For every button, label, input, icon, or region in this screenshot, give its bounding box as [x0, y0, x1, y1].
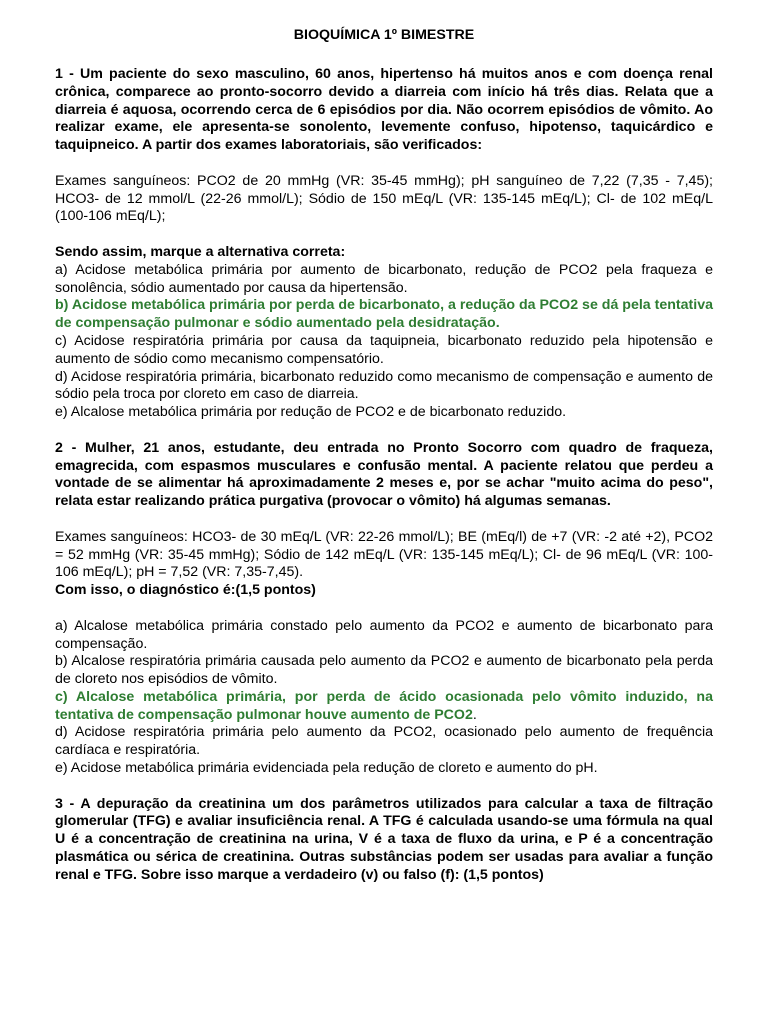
question-2-option-c-text: c) Alcalose metabólica primária, por perda de ácido ocasionada pelo vômito induzido, na tentativa de compensação pulmonar houve aumento de PCO2	[55, 688, 713, 723]
document-title: BIOQUÍMICA 1º BIMESTRE	[293, 27, 475, 43]
question-1-option-a: a) Acidose metabólica primária por aumento de bicarbonato, redução de PCO2 pela fraqueza e sonolência, sódio aumentado por causa da hipertensão.	[55, 261, 713, 296]
question-1-option-d: d) Acidose respiratória primária, bicarbonato reduzido como mecanismo de compensação e aumento de sódio pela troca por cloreto em caso de diarreia.	[55, 368, 713, 403]
spacer	[55, 511, 713, 529]
question-1-prompt: Sendo assim, marque a alternativa correta:	[55, 243, 346, 260]
spacer	[55, 600, 713, 618]
spacer	[55, 778, 713, 796]
question-1-option-c: c) Acidose respiratória primária por causa da taquipneia, bicarbonato reduzido pela hipotensão e aumento de sódio como mecanismo compensatório.	[55, 332, 713, 367]
question-1-exams: Exames sanguíneos: PCO2 de 20 mmHg (VR: 35-45 mmHg); pH sanguíneo de 7,22 (7,35 - 7,45); HCO3- de 12 mmol/L (22-26 mmol/L); Sódio de 150 mEq/L (VR: 135-145 mEq/L); Cl- de 102 mEq/L (100-106 mEq/L);	[55, 172, 713, 225]
question-2-prompt: Com isso, o diagnóstico é:(1,5 pontos)	[55, 582, 316, 599]
spacer	[55, 155, 713, 173]
question-1-statement: 1 - Um paciente do sexo masculino, 60 anos, hipertenso há muitos anos e com doença renal crônica, comparece ao pronto-socorro devido a diarreia com início há três dias. Relata que a diarreia é aquosa, ocorrendo cerca de 6 episódios por dia. Não ocorrem episódios de vômito. Ao realizar exame, ele apresenta-se sonolento, levemente confuso, hipotenso, taquicárdico e taquipneico. A partir dos exames laboratoriais, são verificados:	[55, 66, 713, 154]
question-2-option-e: e) Acidose metabólica primária evidenciada pela redução de cloreto e aumento do pH.	[55, 760, 598, 777]
question-2-option-c-period: .	[472, 706, 477, 723]
spacer	[55, 422, 713, 440]
question-2-exams: Exames sanguíneos: HCO3- de 30 mEq/L (VR: 22-26 mmol/L); BE (mEq/l) de +7 (VR: -2 até +2), PCO2 = 52 mmHg (VR: 35-45 mmHg); Sódio de 142 mEq/L (VR: 135-145 mEq/L); Cl- de 96 mEq/L (VR: 100- 106 mEq/L); pH = 7,52 (VR: 7,35-7,45).	[55, 528, 713, 581]
question-2-option-c-correct	[55, 689, 713, 725]
question-1-option-b-correct: b) Acidose metabólica primária por perda de bicarbonato, a redução da PCO2 se dá pela tentativa de compensação pulmonar e sódio aumentado pela desidratação.	[55, 297, 713, 332]
document-page	[55, 26, 713, 885]
question-1-option-e: e) Alcalose metabólica primária por redução de PCO2 e de bicarbonato reduzido.	[55, 404, 567, 421]
question-2-option-a: a) Alcalose metabólica primária constado pelo aumento da PCO2 e aumento de bicarbonato para compensação.	[55, 617, 713, 652]
question-3-statement: 3 - A depuração da creatinina um dos parâmetros utilizados para calcular a taxa de filtração glomerular (TFG) e avaliar insuficiência renal. A TFG é calculada usando-se uma fórmula na qual U é a concentração de creatinina na urina, V é a taxa de fluxo da urina, e P é a concentração plasmática ou sérica de creatinina. Outras substâncias podem ser usadas para avaliar a função renal e TFG. Sobre isso marque a verdadeiro (v) ou falso (f): (1,5 pontos)	[55, 795, 713, 883]
spacer	[55, 226, 713, 244]
question-2-option-b: b) Alcalose respiratória primária causada pelo aumento da PCO2 e aumento de bicarbonato pela perda de cloreto nos episódios de vômito.	[55, 653, 713, 688]
question-2-option-d: d) Acidose respiratória primária pelo aumento da PCO2, ocasionado pelo aumento de frequência cardíaca e respiratória.	[55, 724, 713, 759]
question-2-statement: 2 - Mulher, 21 anos, estudante, deu entrada no Pronto Socorro com quadro de fraqueza, emagrecida, com espasmos musculares e confusão mental. A paciente relatou que perdeu a vontade de se alimentar há aproximadamente 2 meses e, por se achar "muito acima do peso", relata estar realizando prática purgativa (provocar o vômito) há algumas semanas.	[55, 439, 713, 510]
